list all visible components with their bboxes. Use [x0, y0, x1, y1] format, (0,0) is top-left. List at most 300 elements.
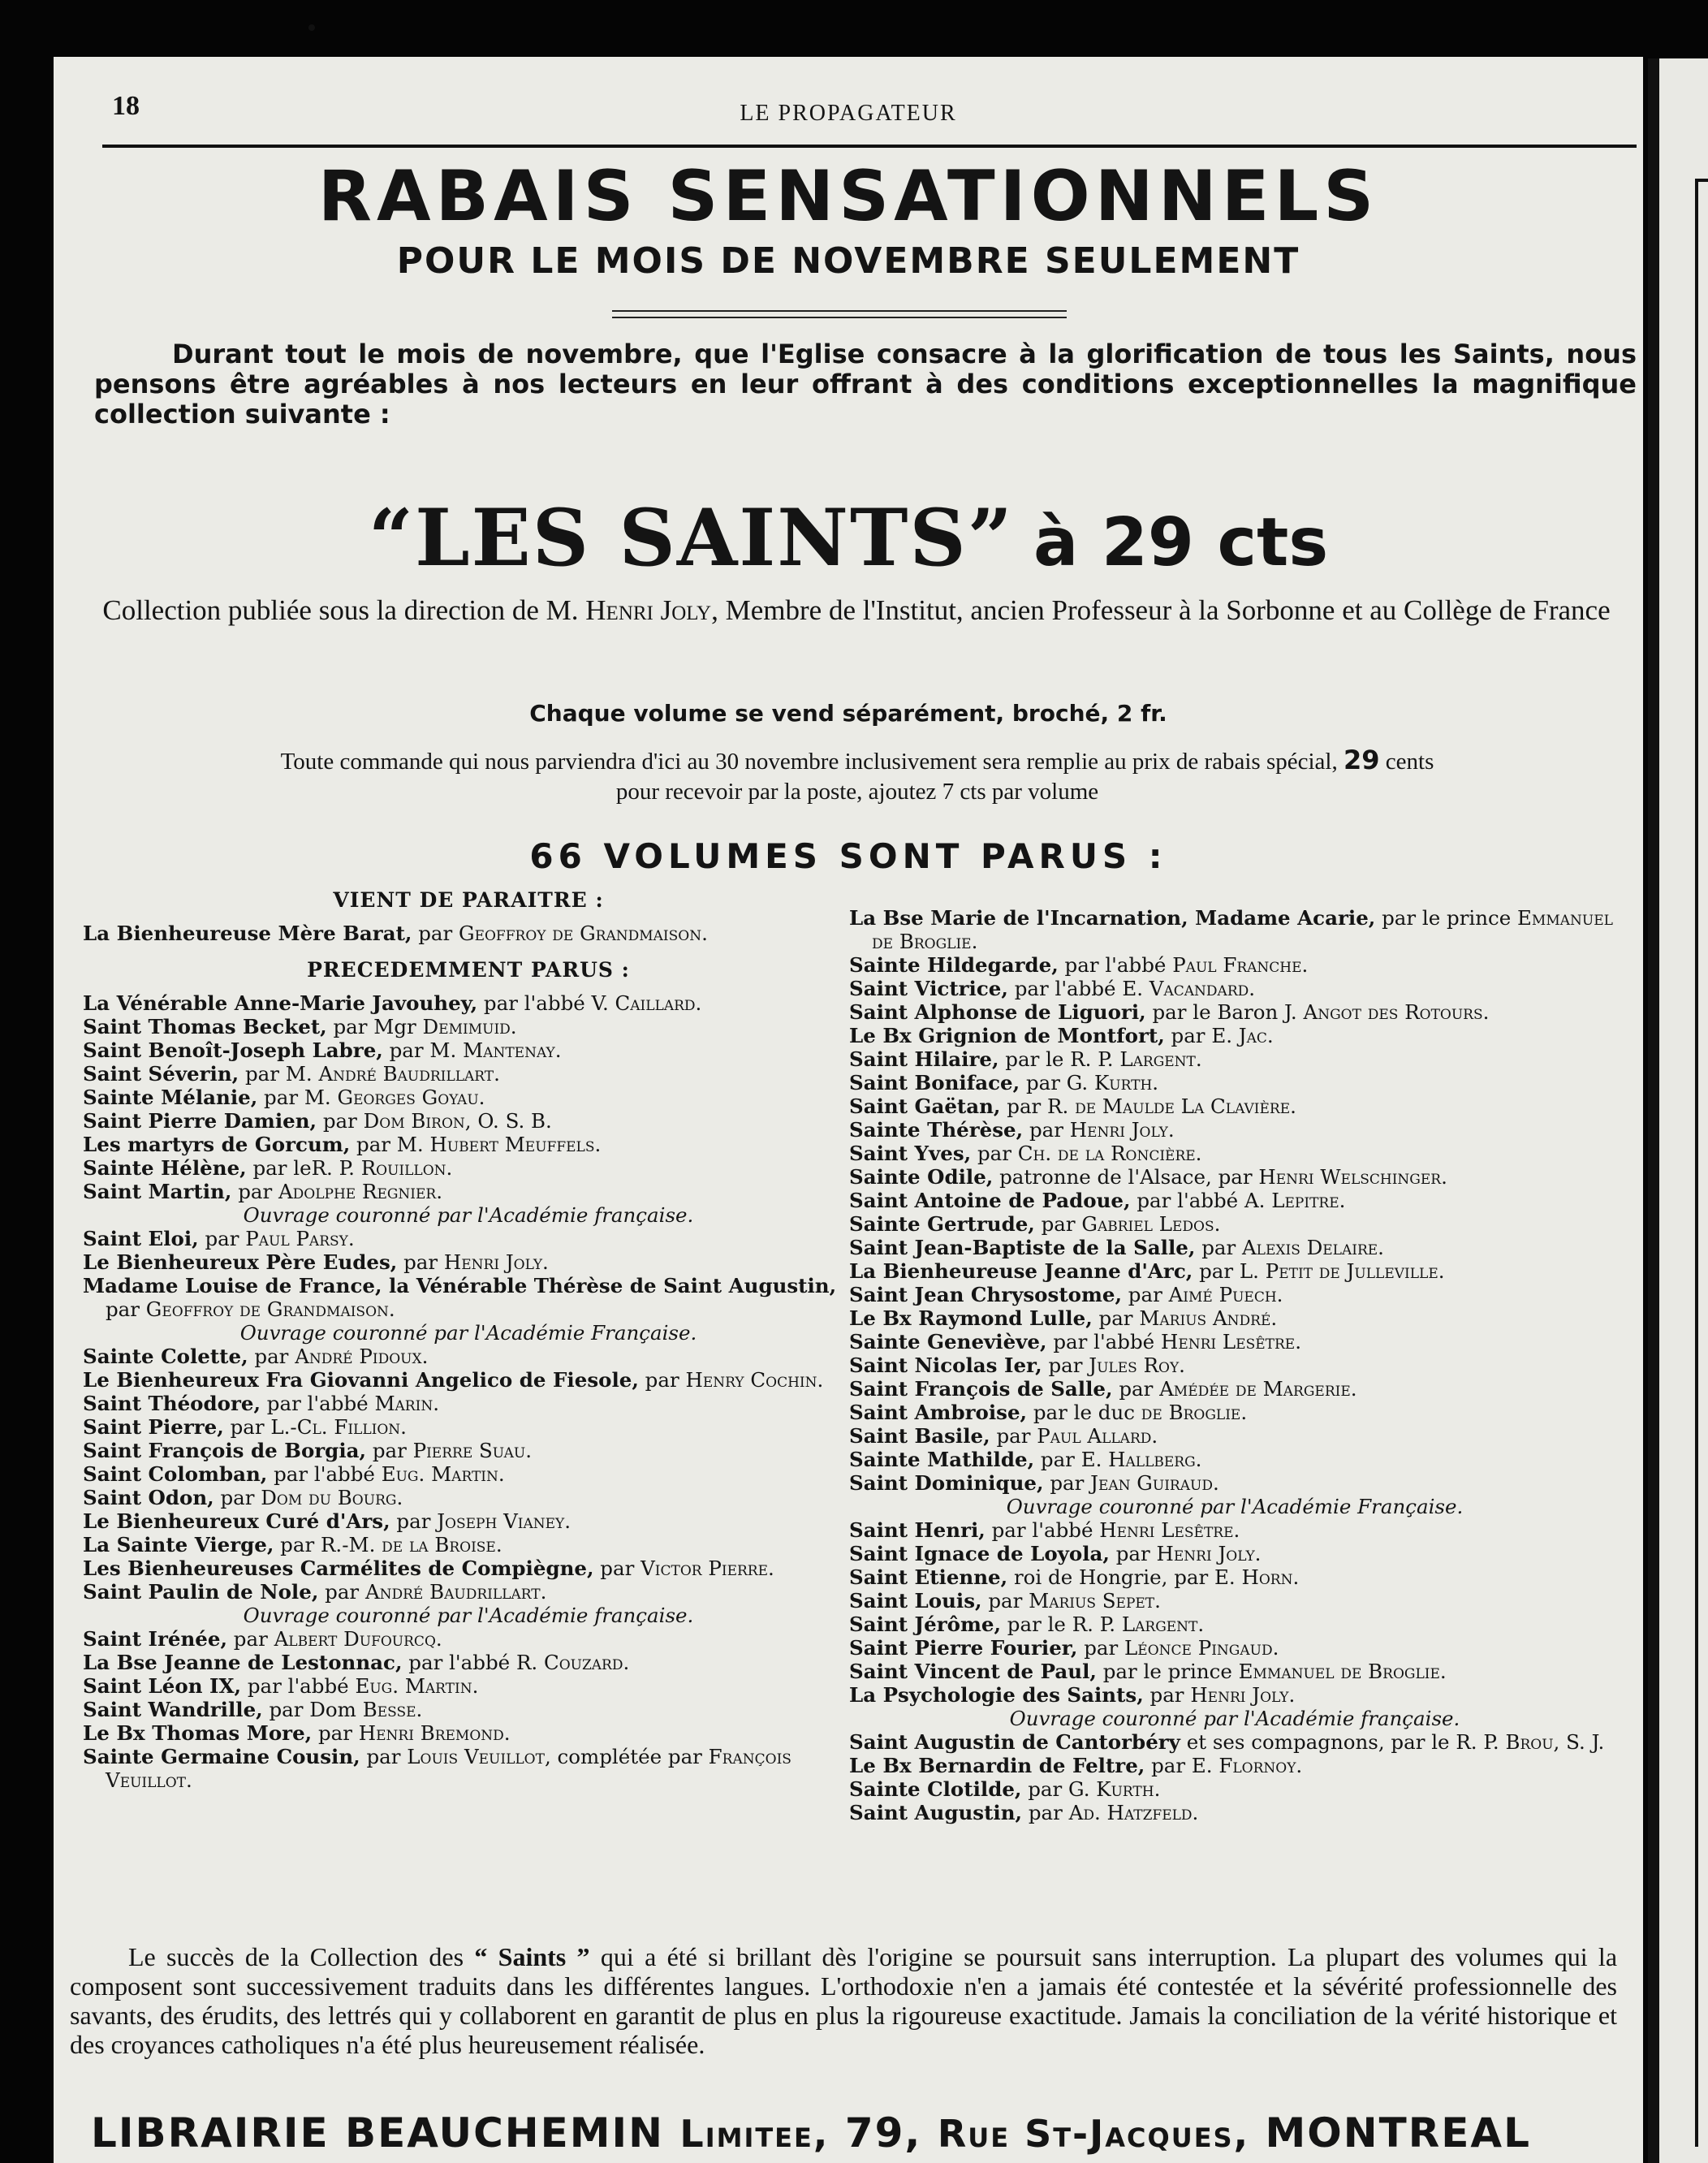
saint-name: Saint Hilaire,	[849, 1047, 999, 1071]
previous-list	[83, 991, 854, 1792]
list-item	[83, 1698, 854, 1721]
list-item	[849, 1754, 1620, 1777]
intro-paragraph	[94, 339, 1637, 430]
list-item	[849, 1283, 1620, 1306]
saint-name: Saint Jean Chrysostome,	[849, 1283, 1123, 1306]
attribution: par l'abbé	[1007, 977, 1123, 1000]
list-item	[83, 1580, 854, 1604]
saint-name: Sainte Hélène,	[83, 1156, 247, 1180]
attribution: par	[1122, 1283, 1169, 1306]
saint-name: La Vénérable Anne-Marie Javouhey,	[83, 991, 478, 1015]
saint-name: Saint Jean-Baptiste de la Salle,	[849, 1236, 1196, 1259]
list-item	[849, 1542, 1620, 1565]
attribution: par l'abbé	[261, 1392, 375, 1415]
list-item	[849, 1448, 1620, 1471]
author-name: L.-Cl. Fillion.	[270, 1415, 407, 1439]
attribution: roi de Hongrie, par	[1007, 1565, 1215, 1589]
list-item	[849, 1801, 1620, 1824]
attribution: par	[1109, 1542, 1157, 1565]
author-name: Paul Parsy.	[245, 1227, 355, 1250]
author-name: Henri Welschinger.	[1258, 1165, 1447, 1189]
saint-name: Saint François de Salle,	[849, 1377, 1113, 1401]
award-note: Ouvrage couronné par l'Académie Française.	[1006, 1495, 1464, 1518]
document-page	[54, 57, 1643, 2163]
attribution: par M.	[382, 1038, 464, 1062]
adjacent-page-edge	[1648, 58, 1708, 2163]
attribution: par	[318, 1580, 365, 1604]
saint-name: Sainte Geneviève,	[849, 1330, 1047, 1353]
order-terms	[102, 745, 1612, 807]
saint-name: Saint Odon,	[83, 1486, 214, 1509]
award-note: Ouvrage couronné par l'Académie Française.	[239, 1321, 697, 1345]
author-name: E. Vacandard.	[1122, 977, 1256, 1000]
publisher-limitee: Limitee,	[679, 2112, 830, 2156]
attribution: par le R. P.	[1001, 1613, 1122, 1636]
author-name: Henri Joly.	[1190, 1683, 1296, 1707]
saint-name: La Bienheureuse Mère Barat,	[83, 922, 412, 945]
author-name: Henri Joly.	[1156, 1542, 1262, 1565]
saint-name: La Psychologie des Saints,	[849, 1683, 1144, 1707]
list-item	[849, 1330, 1620, 1353]
author-name: Jean Guiraud.	[1090, 1471, 1219, 1495]
list-item	[849, 1094, 1620, 1118]
saint-name: Saint Séverin,	[83, 1062, 239, 1086]
author-name: E. Jac.	[1211, 1024, 1274, 1047]
author-name: Emmanuel de Broglie.	[872, 906, 1613, 953]
attribution: par	[223, 1415, 271, 1439]
author-name: Hubert Meuffels.	[429, 1133, 602, 1156]
offer-line	[54, 492, 1643, 584]
attribution: par l'abbé	[241, 1674, 356, 1698]
attribution-extra: , complétée par	[544, 1745, 709, 1768]
author-name: Mantenay.	[463, 1038, 562, 1062]
attribution: par	[1092, 1306, 1140, 1330]
saint-name: Saint Irénée,	[83, 1627, 228, 1651]
running-title: LE PROPAGATEUR	[740, 101, 957, 126]
list-item	[849, 1353, 1620, 1377]
attribution: par	[317, 1109, 364, 1133]
list-item	[83, 1250, 854, 1274]
author-name: R.-M. de la Broise.	[320, 1533, 502, 1556]
author-name: Léonce Pingaud.	[1124, 1636, 1279, 1660]
attribution: par	[971, 1142, 1018, 1165]
saint-name: Saint Benoît-Joseph Labre,	[83, 1038, 383, 1062]
author-name: Besse.	[362, 1698, 423, 1721]
intro-text: Durant tout le mois de novembre, que l'Eglise consacre à la glorification de tous les Saints, nous pensons être agréables à nos lecteurs en leur offrant à des conditions exceptionnelles la magnifique collection suivante :	[94, 339, 1637, 430]
author-name: R. Couzard.	[515, 1651, 630, 1674]
attribution: par	[274, 1533, 321, 1556]
author-name: Rouillon.	[360, 1156, 453, 1180]
offer-price: à 29 cts	[1033, 504, 1329, 581]
saint-name: Le Bienheureux Fra Giovanni Angelico de Fiesole,	[83, 1368, 639, 1392]
list-item	[849, 1377, 1620, 1401]
volumes-heading: 66 VOLUMES SONT PARUS :	[529, 836, 1167, 876]
list-item	[83, 1109, 854, 1133]
list-item	[83, 1156, 854, 1180]
saint-name: Saint Henri,	[849, 1518, 986, 1542]
list-item	[849, 1401, 1620, 1424]
attribution: par	[981, 1589, 1029, 1613]
list-item	[849, 1236, 1620, 1259]
list-item	[83, 1627, 854, 1651]
attribution: par M.	[350, 1133, 430, 1156]
author-name: Aimé Puech.	[1168, 1283, 1283, 1306]
list-item	[83, 1015, 854, 1038]
attribution: par	[390, 1509, 438, 1533]
author-name: E. Hallberg.	[1080, 1448, 1202, 1471]
attribution: par	[366, 1439, 413, 1462]
attribution: par	[214, 1486, 261, 1509]
saint-name: La Bse Jeanne de Lestonnac,	[83, 1651, 403, 1674]
author-name: Emmanuel de Broglie.	[1238, 1660, 1447, 1683]
list-item	[83, 1180, 854, 1203]
attribution: patronne de l'Alsace, par	[993, 1165, 1259, 1189]
saint-name: Saint Ignace de Loyola,	[849, 1542, 1110, 1565]
list-item	[83, 1651, 854, 1674]
attribution: par le duc	[1027, 1401, 1141, 1424]
saint-name: Saint Colomban,	[83, 1462, 268, 1486]
right-list	[849, 906, 1620, 1824]
list-item	[83, 1227, 854, 1250]
author-name: Henry Cochin.	[685, 1368, 824, 1392]
saint-name: Saint Léon IX,	[83, 1674, 242, 1698]
list-item	[849, 1306, 1620, 1330]
publisher-city: MONTREAL	[1265, 2109, 1531, 2157]
attribution: par	[1043, 1471, 1091, 1495]
attribution: par	[1164, 1024, 1212, 1047]
list-item	[849, 1212, 1620, 1236]
author-name: Albert Dufourcq.	[274, 1627, 442, 1651]
list-item	[849, 1142, 1620, 1165]
previous-heading: PRECEDEMMENT PARUS :	[307, 958, 630, 982]
attribution: par	[412, 922, 459, 945]
saint-name: Saint Yves,	[849, 1142, 972, 1165]
attribution: par	[1022, 1801, 1069, 1824]
saint-name: La Bse Marie de l'Incarnation, Madame Acarie,	[849, 906, 1376, 930]
list-item	[849, 1189, 1620, 1212]
list-item	[849, 977, 1620, 1000]
list-item	[849, 953, 1620, 977]
order-price: 29	[1344, 745, 1380, 775]
saint-name: Sainte Odile,	[849, 1165, 994, 1189]
author-name: J. Angot des Rotours.	[1284, 1000, 1490, 1024]
author-name: Adolphe Regnier.	[278, 1180, 443, 1203]
author-name: A. Lepitre.	[1244, 1189, 1346, 1212]
author-name: Paul Franche.	[1172, 953, 1309, 977]
saint-name: Le Bx Thomas More,	[83, 1721, 313, 1745]
list-item	[849, 1259, 1620, 1283]
publisher-number: 79,	[844, 2109, 922, 2157]
author-name: Gabriel Ledos.	[1081, 1212, 1221, 1236]
new-heading: VIENT DE PARAITRE :	[333, 888, 604, 912]
list-item	[849, 906, 1620, 953]
attribution: par	[1193, 1259, 1240, 1283]
attribution: par	[1195, 1236, 1242, 1259]
closing-after: qui a été si brillant dès l'origine se poursuit sans interruption. La plupart des volumes qui la composent sont successivement traduits dans les différentes langues. L'orthodoxie n'en a jamais été contestée et la sévérité professionnelle des savants, des érudits, des lettrés qui y collaborent en garantit de plus en plus la rigoureuse exactitude. Jamais la conciliation de la vérité historique et des croyances catholiques n'a été plus heureusement réalisée.	[70, 1942, 1618, 2059]
saint-name: Saint Vincent de Paul,	[849, 1660, 1097, 1683]
saint-name: Saint Pierre Fourier,	[849, 1636, 1078, 1660]
headline: RABAIS SENSATIONNELS	[317, 156, 1379, 237]
saint-name: Sainte Mélanie,	[83, 1086, 258, 1109]
author-name: Joseph Vianey.	[437, 1509, 571, 1533]
author-name: Ad. Hatzfeld.	[1068, 1801, 1199, 1824]
author-name: Henri Lesêtre.	[1099, 1518, 1240, 1542]
page-number: 18	[112, 91, 140, 121]
attribution: par	[1034, 1212, 1082, 1236]
author-name: Eug. Martin.	[381, 1462, 505, 1486]
saint-name: Le Bienheureux Père Eudes,	[83, 1250, 398, 1274]
author-name: G. Kurth.	[1066, 1071, 1159, 1094]
list-item	[83, 1439, 854, 1462]
publisher-footer	[91, 2109, 1633, 2157]
author-name: Marin.	[374, 1392, 439, 1415]
attribution: par Mgr	[326, 1015, 423, 1038]
author-name: Henri Joly.	[1069, 1118, 1175, 1142]
author-name: L. Petit de Julleville.	[1239, 1259, 1445, 1283]
saint-name: Les martyrs de Gorcum,	[83, 1133, 351, 1156]
attribution: par	[1143, 1683, 1191, 1707]
author-name: Henri Bremond.	[358, 1721, 511, 1745]
scan-speck	[308, 24, 315, 31]
list-item	[83, 1345, 854, 1368]
list-item	[849, 1565, 1620, 1589]
list-item	[849, 1118, 1620, 1142]
attribution: par	[360, 1745, 408, 1768]
saint-name: Les Bienheureuses Carmélites de Compiègne,	[83, 1556, 594, 1580]
author-name: Henri Joly.	[443, 1250, 549, 1274]
order-text-2: cents	[1385, 749, 1434, 775]
list-item	[849, 1683, 1620, 1707]
author-name: Dom Biron, O. S. B.	[363, 1109, 552, 1133]
attribution: par le R. P.	[998, 1047, 1120, 1071]
attribution: par leR. P.	[246, 1156, 361, 1180]
saint-name: Sainte Gertrude,	[849, 1212, 1035, 1236]
list-item	[849, 1165, 1620, 1189]
saint-name: Saint Basile,	[849, 1424, 990, 1448]
author-name: Brou, S. J.	[1505, 1730, 1605, 1754]
attribution: et ses compagnons, par le R. P.	[1180, 1730, 1506, 1754]
saint-name: Saint Antoine de Padoue,	[849, 1189, 1131, 1212]
attribution: par M.	[239, 1062, 319, 1086]
saint-name: Saint Jérôme,	[849, 1613, 1002, 1636]
saint-name: Saint Augustin,	[849, 1801, 1023, 1824]
list-item	[849, 1730, 1620, 1754]
attribution: par	[1077, 1636, 1125, 1660]
author-name: André Pidoux.	[295, 1345, 429, 1368]
attribution: par	[1112, 1377, 1160, 1401]
author-name: Alexis Delaire.	[1241, 1236, 1384, 1259]
collection-name: “LES SAINTS”	[368, 492, 1014, 584]
saint-name: Saint Nicolas Ier,	[849, 1353, 1042, 1377]
saint-name: Saint François de Borgia,	[83, 1439, 367, 1462]
author-name: Henri Lesêtre.	[1160, 1330, 1301, 1353]
closing-paragraph	[70, 1942, 1617, 2059]
author-name: de Broglie.	[1141, 1401, 1248, 1424]
list-item	[83, 1038, 854, 1062]
saint-name: La Bienheureuse Jeanne d'Arc,	[849, 1259, 1193, 1283]
author-name: Eug. Martin.	[355, 1674, 479, 1698]
list-item	[83, 1486, 854, 1509]
saint-name: Saint Augustin de Cantorbéry	[849, 1730, 1180, 1754]
saint-name: Le Bx Grignion de Montfort,	[849, 1024, 1165, 1047]
author-name: Largent.	[1121, 1613, 1205, 1636]
list-item	[849, 1471, 1620, 1495]
right-column	[849, 906, 1620, 1824]
list-item	[83, 1556, 854, 1580]
author-name: Geoffroy de Grandmaison.	[145, 1297, 395, 1321]
collection-after: , Membre de l'Institut, ancien Professeur à la Sorbonne et au Collège de France	[711, 594, 1611, 626]
list-item	[83, 1368, 854, 1392]
attribution: par	[1000, 1094, 1048, 1118]
list-item	[83, 1533, 854, 1556]
list-item	[83, 1086, 854, 1109]
saint-name: Saint Paulin de Nole,	[83, 1580, 319, 1604]
attribution: par	[593, 1556, 641, 1580]
saint-name: Saint Dominique,	[849, 1471, 1044, 1495]
attribution: par	[397, 1250, 444, 1274]
saint-name: Saint Martin,	[83, 1180, 232, 1203]
collection-description	[83, 593, 1630, 628]
attribution: par	[1020, 1071, 1067, 1094]
attribution: par l'abbé	[402, 1651, 516, 1674]
list-item	[83, 1462, 854, 1486]
publisher-street: Rue St-Jacques,	[937, 2112, 1250, 2156]
author-name: Victor Pierre.	[640, 1556, 774, 1580]
saint-name: Le Bx Bernardin de Feltre,	[849, 1754, 1145, 1777]
list-item	[83, 1133, 854, 1156]
saint-name: Sainte Clotilde,	[849, 1777, 1022, 1801]
list-item	[83, 1745, 854, 1792]
saint-name: Sainte Germaine Cousin,	[83, 1745, 360, 1768]
author-name: E. Horn.	[1214, 1565, 1300, 1589]
attribution: par	[1023, 1118, 1070, 1142]
attribution: par M.	[257, 1086, 338, 1109]
attribution: par le prince	[1096, 1660, 1239, 1683]
author-name: Marius Sepet.	[1029, 1589, 1161, 1613]
saint-name: Sainte Mathilde,	[849, 1448, 1035, 1471]
attribution: par Dom	[262, 1698, 363, 1721]
author-name-2: François Veuillot.	[106, 1745, 791, 1792]
attribution: par	[248, 1345, 295, 1368]
list-item	[849, 1024, 1620, 1047]
list-item	[83, 1415, 854, 1439]
order-text-1: Toute commande qui nous parviendra d'ici au 30 novembre inclusivement sera remplie au prix de rabais spécial,	[280, 749, 1338, 775]
list-item	[849, 1660, 1620, 1683]
saint-name: Saint Victrice,	[849, 977, 1008, 1000]
list-item	[849, 1071, 1620, 1094]
author-name: Amédée de Margerie.	[1159, 1377, 1357, 1401]
attribution: par	[1034, 1448, 1081, 1471]
list-item	[83, 991, 854, 1015]
saint-name: Saint Théodore,	[83, 1392, 261, 1415]
attribution: par l'abbé	[1130, 1189, 1244, 1212]
list-item	[849, 1613, 1620, 1636]
saint-name: Saint Wandrille,	[83, 1698, 263, 1721]
list-item	[83, 922, 854, 945]
list-item	[849, 1777, 1620, 1801]
saint-name: Saint Thomas Becket,	[83, 1015, 327, 1038]
list-item	[849, 1518, 1620, 1542]
award-note: Ouvrage couronné par l'Académie française.	[1009, 1707, 1460, 1730]
author-name: Georges Goyau.	[337, 1086, 485, 1109]
list-item	[83, 1509, 854, 1533]
author-name: V. Caillard.	[591, 991, 702, 1015]
list-item	[83, 1274, 854, 1321]
attribution: par le prince	[1375, 906, 1518, 930]
author-name: Marius André.	[1139, 1306, 1278, 1330]
attribution: par le Baron	[1145, 1000, 1285, 1024]
author-name: Demimuid.	[422, 1015, 517, 1038]
saint-name: La Sainte Vierge,	[83, 1533, 274, 1556]
attribution: par	[1042, 1353, 1089, 1377]
saint-name: Saint Pierre Damien,	[83, 1109, 317, 1133]
saint-name: Saint Pierre,	[83, 1415, 224, 1439]
list-item	[849, 1589, 1620, 1613]
subheadline: POUR LE MOIS DE NOVEMBRE SEULEMENT	[396, 240, 1300, 282]
attribution: par	[312, 1721, 359, 1745]
attribution: par	[106, 1297, 146, 1321]
award-note: Ouvrage couronné par l'Académie française.	[243, 1604, 694, 1627]
attribution: par l'abbé	[477, 991, 592, 1015]
attribution: par	[198, 1227, 246, 1250]
author-name: G. Kurth.	[1068, 1777, 1161, 1801]
list-item	[849, 1636, 1620, 1660]
list-item	[83, 1721, 854, 1745]
attribution: par	[227, 1627, 274, 1651]
list-item	[849, 1047, 1620, 1071]
publisher-name: LIBRAIRIE BEAUCHEMIN	[91, 2109, 664, 2157]
saint-name: Saint Ambroise,	[849, 1401, 1028, 1424]
attribution: par l'abbé	[267, 1462, 382, 1486]
attribution: par	[231, 1180, 278, 1203]
saint-name: Sainte Colette,	[83, 1345, 248, 1368]
saint-name: Saint Boniface,	[849, 1071, 1020, 1094]
new-list	[83, 922, 854, 945]
author-name: Paul Allard.	[1037, 1424, 1158, 1448]
saint-name: Sainte Thérèse,	[849, 1118, 1024, 1142]
saint-name: Saint Gaëtan,	[849, 1094, 1001, 1118]
order-text-3: pour recevoir par la poste, ajoutez 7 cts par volume	[615, 779, 1099, 805]
author-name: Jules Roy.	[1089, 1353, 1185, 1377]
author-name: R. de Maulde La Clavière.	[1047, 1094, 1296, 1118]
author-name: Pierre Suau.	[412, 1439, 532, 1462]
author-name: Ch. de la Roncière.	[1017, 1142, 1202, 1165]
saint-name: Le Bienheureux Curé d'Ars,	[83, 1509, 390, 1533]
saint-name: Le Bx Raymond Lulle,	[849, 1306, 1093, 1330]
author-name: Geoffroy de Grandmaison.	[459, 922, 708, 945]
list-item	[83, 1674, 854, 1698]
author-name: E. Flornoy.	[1191, 1754, 1303, 1777]
author-name: Dom du Bourg.	[261, 1486, 403, 1509]
attribution: par	[1145, 1754, 1192, 1777]
attribution: par l'abbé	[985, 1518, 1100, 1542]
list-item	[849, 1424, 1620, 1448]
author-name: André Baudrillart.	[318, 1062, 500, 1086]
list-item	[83, 1392, 854, 1415]
header-rule	[102, 145, 1637, 148]
attribution: par	[1021, 1777, 1069, 1801]
saint-name: Saint Alphonse de Liguori,	[849, 1000, 1146, 1024]
saint-name: Saint Louis,	[849, 1589, 982, 1613]
closing-before: Le succès de la Collection des	[128, 1942, 464, 1971]
collection-before: Collection publiée sous la direction de M.	[102, 594, 579, 626]
author-name: Louis Veuillot	[407, 1745, 545, 1768]
author-name: André Baudrillart.	[364, 1580, 547, 1604]
saint-name: Saint Etienne,	[849, 1565, 1008, 1589]
award-note: Ouvrage couronné par l'Académie française.	[243, 1203, 694, 1227]
saint-name: Saint Eloi,	[83, 1227, 199, 1250]
attribution: par l'abbé	[1046, 1330, 1161, 1353]
